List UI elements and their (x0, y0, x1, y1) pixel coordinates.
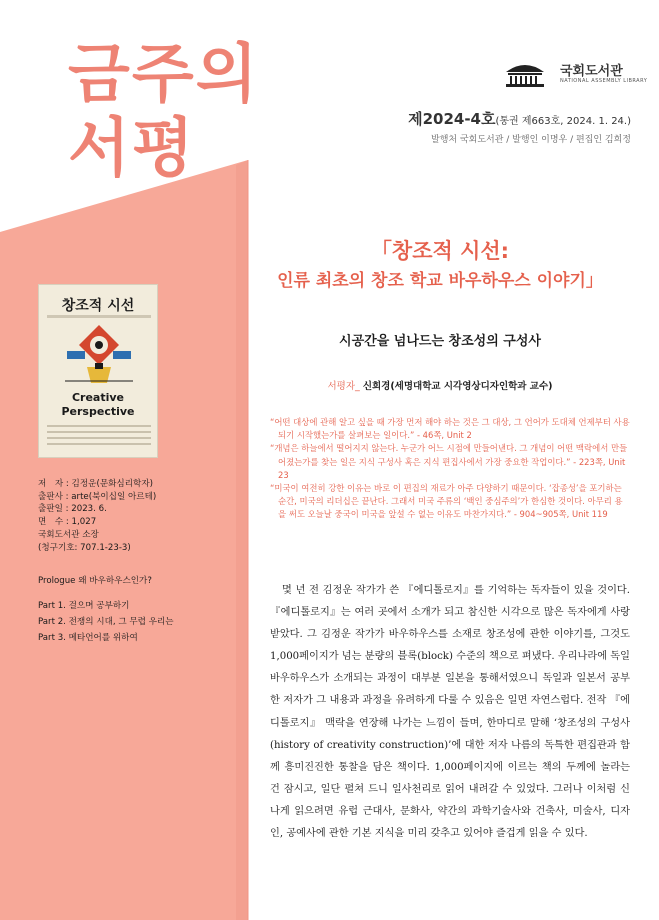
review-body-text: 몇 년 전 김정운 작가가 쓴 『에디톨로지』를 기억하는 독자들이 있을 것이다. 『에디톨로지』는 여러 곳에서 소개가 되고 참신한 시각으로 많은 독자에게 사랑받았다. 그 김정운 작가가 바우하우스를 소재로 창조성에 관한 이야기를, 그것도 1,000페이지가 넘는 분량의 블록(block) 수준의 책으로 펴냈다. 우리나라에 독일 바우하우스가 소개되는 과정이 대부분 일본을 통해서였으니 독일과 일본서 공부한 저자가 그 내용과 과정을 유려하게 다룰 수 있음은 일면 자연스럽다. 전작 『에디톨로지』 맥락을 연장해 나가는 느낌이 들며, 한마디로 말해 ‘창조성의 구성사(history of creativity construction)’에 대한 저자 나름의 독특한 편집관과 함께 흥미진진한 통찰을 담은 책이다. 1,000페이지에 이르는 책의 두께에 놀라는 건 잠시고, 일단 펼쳐 드니 일사천리로 읽어 내려갈 수 있었다. 그러나 이처럼 신나게 읽으려면 유럽 근대사, 문화사, 약간의 과학기술사와 건축사, 미술사, 디자인, 공예사에 관한 기본 지식을 미리 갖추고 있어야 즐겁게 읽을 수 있다. (270, 585, 630, 840)
book-info-line: 국회도서관 소장 (38, 529, 99, 540)
review-title (250, 236, 630, 296)
cover-title-en-1: Creative (71, 391, 125, 404)
book-info-line: 출판일 : 2023. 6. (38, 504, 107, 515)
quote-item: “어떤 대상에 관해 알고 싶을 때 가장 먼저 해야 하는 것은 그 대상, 그 언어가 도대체 언제부터 사용되기 시작했는가를 살펴보는 일이다.” - 46쪽, Unit 2 (270, 417, 630, 441)
book-info-line: 저 자 : 김정운(문화심리학자) (38, 479, 153, 489)
review-title-line-1: 「창조적 시선: (370, 239, 510, 263)
library-name-en: NATIONAL ASSEMBLY LIBRARY (560, 78, 648, 84)
toc-prologue: Prologue 왜 바우하우스인가? (38, 576, 152, 586)
masthead-line-2: 서평 (68, 112, 196, 186)
book-info-line: 출판사 : arte(북이십일 아르테) (38, 491, 157, 502)
masthead-title (68, 38, 259, 186)
publisher-line: 발행처 국회도서관 / 발행인 이명우 / 편집인 김희정 (431, 135, 631, 145)
issue-detail: (통권 제663호, 2024. 1. 24.) (495, 116, 631, 127)
issue-number-main: 제2024-4호 (408, 110, 496, 128)
reviewer-label: 서평자_ (327, 381, 360, 392)
cover-title-en-2: Perspective (61, 405, 135, 418)
cover-illustration-icon (61, 323, 137, 385)
toc-part: Part 2. 전쟁의 시대, 그 무렵 우리는 (38, 617, 174, 627)
book-info-line: 면 수 : 1,027 (38, 517, 97, 528)
reviewer-name: 신희경(세명대학교 시각영상디자인학과 교수) (362, 381, 553, 392)
book-info (38, 478, 156, 554)
library-logo-icon (500, 58, 550, 88)
review-title-line-2: 인류 최초의 창조 학교 바우하우스 이야기」 (277, 271, 603, 291)
issue-number (408, 108, 631, 129)
toc-part: Part 1. 걸으며 공부하기 (38, 601, 130, 611)
cover-subtitle-line (47, 315, 151, 318)
book-info-line: (청구기호: 707.1-23-3) (38, 542, 131, 553)
cover-title: 창조적 시선 (61, 298, 135, 314)
table-of-contents (38, 574, 174, 646)
library-name: 국회도서관 (560, 64, 623, 79)
masthead-line-1: 금주의 (68, 38, 260, 112)
reviewer (250, 378, 630, 392)
quotes-block (270, 416, 630, 522)
quote-item: “개념은 하늘에서 떨어지지 않는다. 누군가 어느 시점에 만들어낸다. 그 개념이 어떤 맥락에서 만들어졌는가를 찾는 일은 지식 구성사 혹은 지식 편집사에서 가장 중요한 작업이다.” - 223쪽, Unit 23 (270, 443, 628, 480)
cover-text-lines (47, 425, 151, 449)
review-subtitle: 시공간을 넘나드는 창조성의 구성사 (339, 334, 541, 349)
toc-part: Part 3. 메타언어를 위하여 (38, 633, 138, 643)
book-cover-image (38, 284, 158, 458)
quote-item: “미국이 여전히 강한 이유는 바로 이 편집의 재료가 아주 다양하기 때문이다. ‘잡종성’을 포기하는 순간, 미국의 리더십은 끝난다. 그래서 미국 주류의 ‘백인 중심주의’가 한심한 것이다. 아무리 용을 써도 오늘날 중국이 미국을 앞설 수 없는 이유도 마찬가지다.” - 904~905쪽, Unit 119 (270, 483, 623, 520)
